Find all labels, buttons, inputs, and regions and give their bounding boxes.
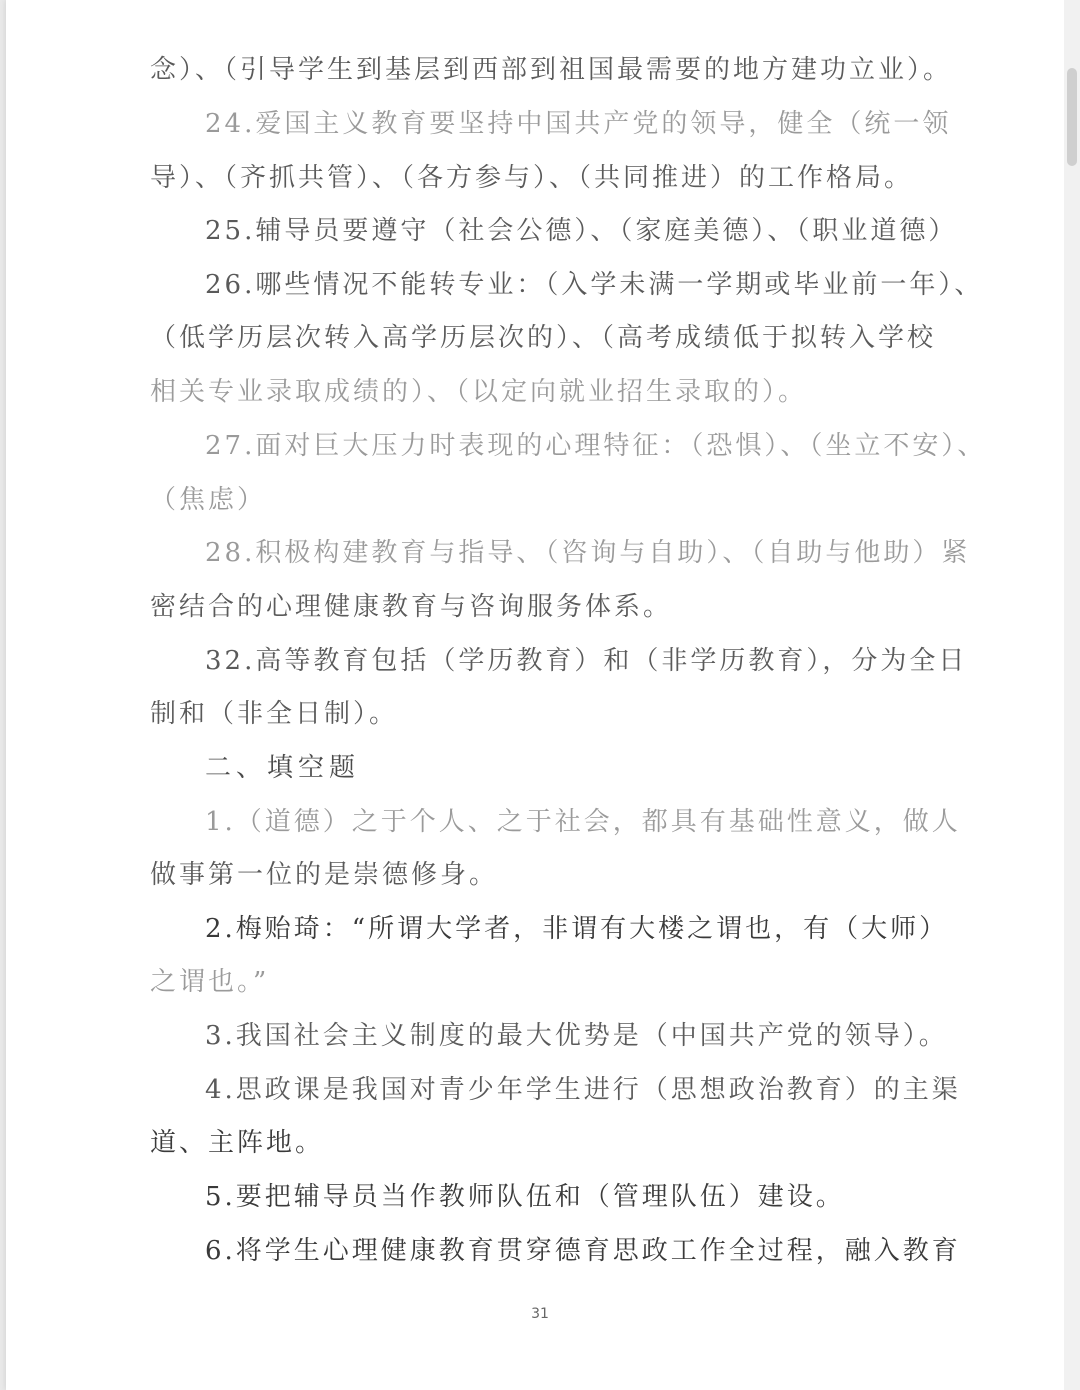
scrollbar-thumb[interactable] (1067, 68, 1077, 166)
text-line-22: 5.要把辅导员当作教师队伍和（管理队伍）建设。 (205, 1182, 845, 1212)
section-heading: 二、填空题 (205, 753, 361, 783)
text-line-13: 制和（非全日制）。 (150, 699, 399, 729)
text-line-12: 32.高等教育包括（学历教育）和（非学历教育），分为全日 (205, 646, 968, 676)
text-line-10: 28.积极构建教育与指导、（咨询与自助）、（自助与他助）紧 (205, 538, 971, 568)
text-line-2: 24.爱国主义教育要坚持中国共产党的领导，健全（统一领 (205, 109, 952, 139)
text-line-6: （低学历层次转入高学历层次的）、（高考成绩低于拟转入学校 (150, 323, 937, 353)
vertical-scrollbar[interactable] (1064, 0, 1080, 1390)
text-line-4: 25.辅导员要遵守（社会公德）、（家庭美德）、（职业道德） (205, 216, 958, 246)
text-line-20: 4.思政课是我国对青少年学生进行（思想政治教育）的主渠 (205, 1075, 961, 1105)
text-line-18: 之谓也。” (150, 967, 270, 997)
page-number: 31 (531, 1306, 549, 1322)
text-line-7: 相关专业录取成绩的）、（以定向就业招生录取的）。 (150, 377, 808, 407)
text-line-19: 3.我国社会主义制度的最大优势是（中国共产党的领导）。 (205, 1021, 948, 1051)
text-line-17: 2.梅贻琦：“所谓大学者，非谓有大楼之谓也，有（大师） (205, 914, 949, 944)
text-line-8: 27.面对巨大压力时表现的心理特征：（恐惧）、（坐立不安）、 (205, 431, 987, 461)
text-line-15: 1.（道德）之于个人、之于社会，都具有基础性意义，做人 (205, 807, 961, 837)
text-line-3: 导）、（齐抓共管）、（各方参与）、（共同推进）的工作格局。 (150, 163, 914, 193)
text-line-21: 道、主阵地。 (150, 1128, 325, 1158)
text-line-1: 念）、（引导学生到基层到西部到祖国最需要的地方建功立业）。 (150, 55, 953, 85)
text-line-23: 6.将学生心理健康教育贯穿德育思政工作全过程，融入教育 (205, 1236, 961, 1266)
text-line-16: 做事第一位的是崇德修身。 (150, 860, 499, 890)
text-line-9: （焦虑） (150, 485, 267, 515)
text-line-11: 密结合的心理健康教育与咨询服务体系。 (150, 592, 673, 622)
text-line-5: 26.哪些情况不能转专业：（入学未满一学期或毕业前一年）、 (205, 270, 984, 300)
